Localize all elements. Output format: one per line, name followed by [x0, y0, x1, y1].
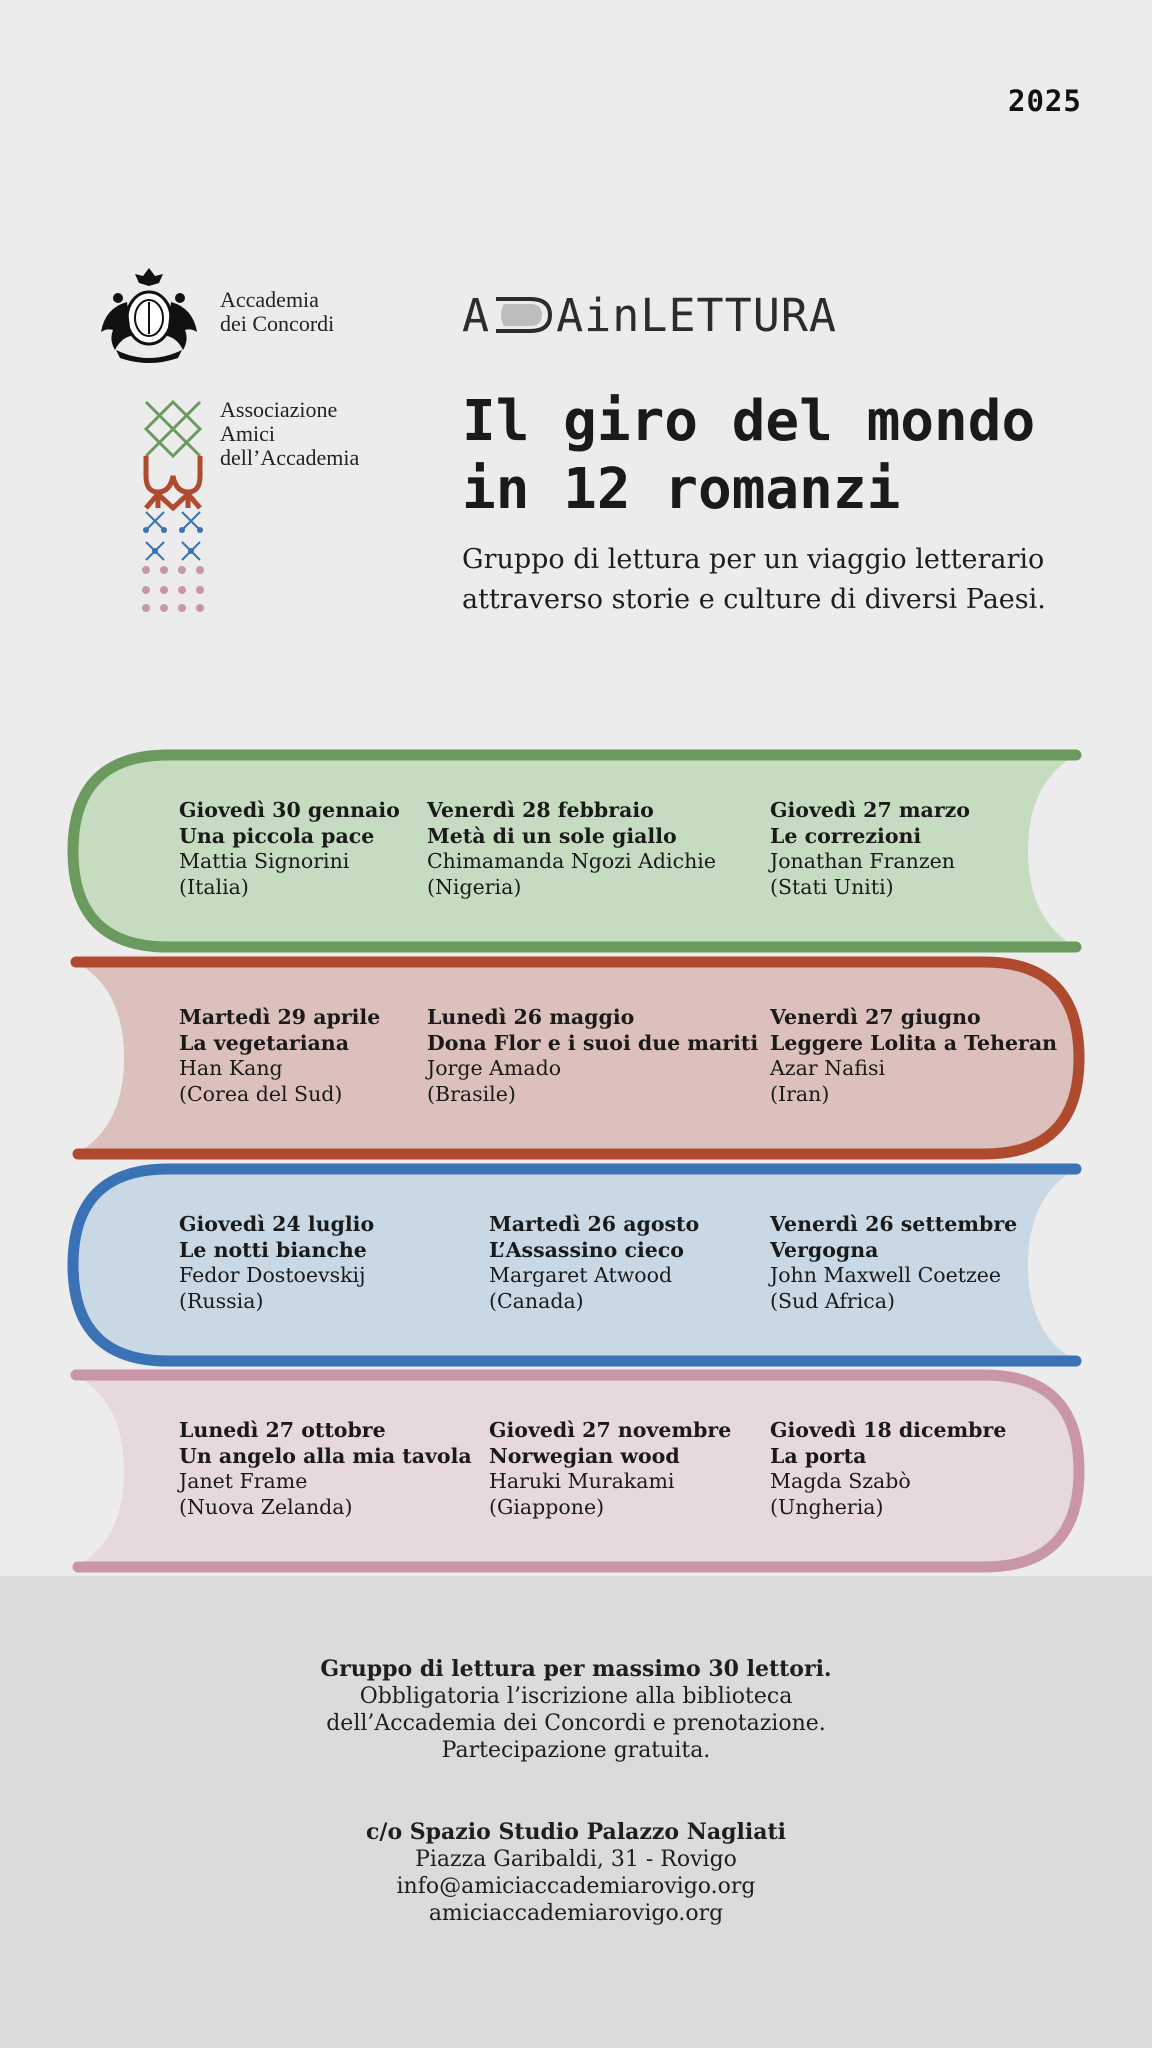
- entry-date: Giovedì 24 luglio: [179, 1212, 375, 1236]
- entry-country: (Ungheria): [770, 1494, 884, 1519]
- reading-entry: [179, 1212, 374, 1314]
- associazione-logo-text: [220, 398, 359, 470]
- book-row-4: [68, 1370, 1084, 1572]
- entry-date: Venerdì 26 settembre: [770, 1212, 1018, 1236]
- brand-suffix: AinLETTURA: [556, 288, 838, 342]
- entry-title: Le correzioni: [770, 823, 922, 848]
- footer-info-line: dell’Accademia dei Concordi e prenotazione.: [326, 1711, 826, 1736]
- reading-entry: [770, 1005, 1057, 1107]
- accademia-logo-line: Accademia: [220, 287, 319, 312]
- book-row-1: [68, 750, 1084, 952]
- reading-entry: [427, 798, 716, 900]
- entry-date: Venerdì 28 febbraio: [427, 798, 654, 822]
- entry-country: (Corea del Sud): [179, 1081, 343, 1106]
- reading-entry: [179, 1005, 380, 1107]
- entry-date: Giovedì 27 novembre: [489, 1418, 732, 1442]
- entry-author: Haruki Murakami: [489, 1469, 675, 1494]
- book-icon: [490, 295, 556, 335]
- footer-venue: [0, 1819, 1152, 1927]
- entry-author: Jorge Amado: [427, 1056, 562, 1081]
- entry-title: Metà di un sole giallo: [427, 823, 677, 848]
- associazione-logo-line: Amici: [220, 421, 275, 446]
- entry-country: (Russia): [179, 1288, 264, 1313]
- footer-info-line: Obbligatoria l’iscrizione alla biblioteca: [359, 1684, 793, 1709]
- footer-venue-name: c/o Spazio Studio Palazzo Nagliati: [366, 1819, 786, 1845]
- entry-date: Giovedì 18 dicembre: [770, 1418, 1007, 1442]
- entry-country: (Sud Africa): [770, 1288, 895, 1313]
- entry-author: Han Kang: [179, 1056, 283, 1081]
- entry-country: (Nigeria): [427, 874, 522, 899]
- footer-info-headline: Gruppo di lettura per massimo 30 lettori.: [320, 1656, 832, 1682]
- entry-date: Martedì 29 aprile: [179, 1005, 381, 1029]
- reading-entry: [179, 798, 400, 900]
- footer-address: Piazza Garibaldi, 31 - Rovigo: [415, 1847, 737, 1872]
- reading-entry: [770, 1212, 1017, 1314]
- entry-author: Janet Frame: [179, 1469, 308, 1494]
- book-row-2: [68, 957, 1084, 1159]
- associazione-logo-line: Associazione: [220, 397, 338, 422]
- entry-title: Le notti bianche: [179, 1237, 367, 1262]
- entry-author: John Maxwell Coetzee: [770, 1263, 1002, 1288]
- entry-country: (Nuova Zelanda): [179, 1494, 353, 1519]
- brand-logo: [462, 290, 837, 340]
- entry-author: Mattia Signorini: [179, 849, 350, 874]
- associazione-pattern-logo: [142, 398, 204, 614]
- entry-country: (Giappone): [489, 1494, 605, 1519]
- entry-title: L’Assassino cieco: [489, 1237, 684, 1262]
- entry-title: Dona Flor e i suoi due mariti: [427, 1030, 759, 1055]
- associazione-logo-line: dell’Accademia: [220, 445, 360, 470]
- page-subtitle: Gruppo di lettura per un viaggio letterario attraverso storie e culture di diversi Paesi.: [462, 544, 1046, 615]
- reading-entry: [770, 1418, 1006, 1520]
- footer-website-link[interactable]: amiciaccademiarovigo.org: [428, 1901, 724, 1926]
- reading-entry: [179, 1418, 472, 1520]
- entry-date: Giovedì 30 gennaio: [179, 798, 400, 822]
- reading-entry: [489, 1418, 731, 1520]
- entry-title: Una piccola pace: [179, 823, 375, 848]
- entry-author: Fedor Dostoevskij: [179, 1263, 366, 1288]
- brand-prefix: A: [462, 288, 491, 342]
- entry-country: (Italia): [179, 874, 249, 899]
- accademia-crest-logo: [96, 262, 202, 366]
- year-label: 2025: [1008, 84, 1082, 118]
- entry-title: Leggere Lolita a Teheran: [770, 1030, 1057, 1055]
- footer-email-link[interactable]: info@amiciaccademiarovigo.org: [396, 1874, 756, 1899]
- entry-country: (Stati Uniti): [770, 874, 894, 899]
- reading-entry: [489, 1212, 699, 1314]
- entry-date: Lunedì 27 ottobre: [179, 1418, 386, 1442]
- entry-title: Un angelo alla mia tavola: [179, 1443, 472, 1468]
- reading-entry: [770, 798, 970, 900]
- footer-info-line: Partecipazione gratuita.: [441, 1738, 711, 1763]
- entry-author: Chimamanda Ngozi Adichie: [427, 849, 716, 874]
- page-title: Il giro del mondo in 12 romanzi: [462, 389, 1036, 522]
- entry-author: Azar Nafisi: [770, 1056, 886, 1081]
- entry-title: Vergogna: [770, 1237, 879, 1262]
- entry-title: Norwegian wood: [489, 1443, 680, 1468]
- entry-date: Venerdì 27 giugno: [770, 1005, 981, 1029]
- footer-panel: [0, 1576, 1152, 2048]
- accademia-logo-line: dei Concordi: [220, 311, 335, 336]
- entry-date: Lunedì 26 maggio: [427, 1005, 635, 1029]
- entry-country: (Iran): [770, 1081, 830, 1106]
- entry-title: La porta: [770, 1443, 867, 1468]
- entry-author: Magda Szabò: [770, 1469, 911, 1494]
- book-row-3: [68, 1164, 1084, 1366]
- entry-country: (Brasile): [427, 1081, 516, 1106]
- entry-date: Martedì 26 agosto: [489, 1212, 700, 1236]
- accademia-logo-text: [220, 288, 334, 336]
- entry-date: Giovedì 27 marzo: [770, 798, 970, 822]
- entry-author: Jonathan Franzen: [770, 849, 955, 874]
- reading-entry: [427, 1005, 758, 1107]
- entry-author: Margaret Atwood: [489, 1263, 673, 1288]
- entry-title: La vegetariana: [179, 1030, 349, 1055]
- footer-info: [0, 1656, 1152, 1764]
- entry-country: (Canada): [489, 1288, 584, 1313]
